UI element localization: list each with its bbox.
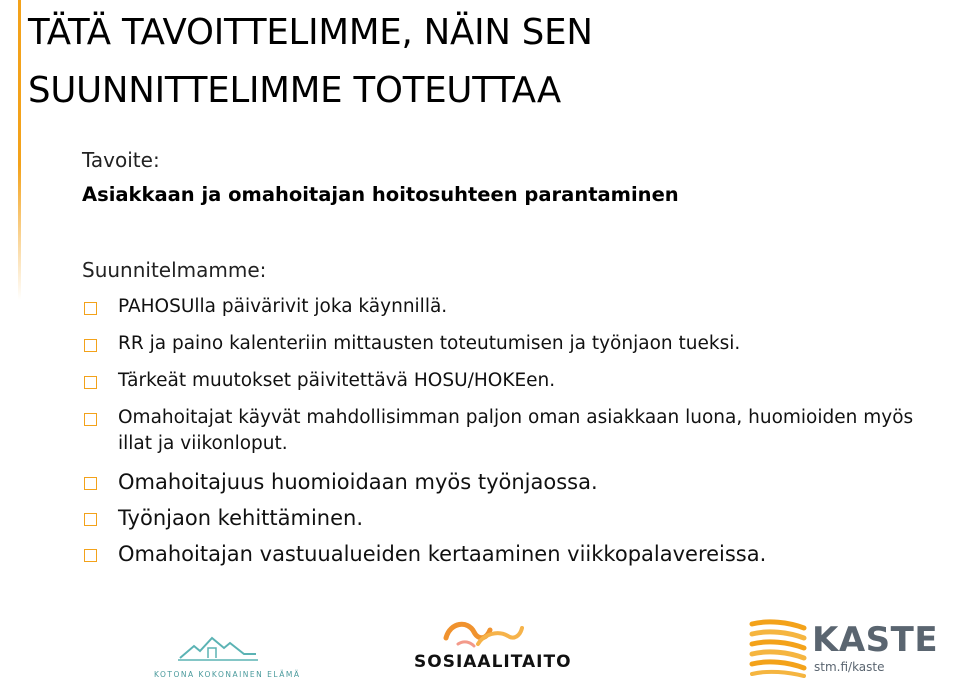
list-item <box>82 405 942 457</box>
kotona-logo <box>150 624 301 684</box>
bullet-text: PAHOSUlla päivärivit joka käynnillä. <box>118 296 448 317</box>
kaste-logo-url: stm.fi/kaste <box>814 660 885 674</box>
bullet-square-icon <box>84 339 97 352</box>
bullet-square-icon <box>84 302 97 315</box>
accent-bar <box>18 0 21 300</box>
list-item <box>82 368 942 394</box>
title-line-1: TÄTÄ TAVOITTELIMME, NÄIN SEN <box>28 12 593 53</box>
house-outline-icon <box>178 624 258 664</box>
plan-bullet-list <box>82 294 942 576</box>
title-line-2: SUUNNITTELIMME TOTEUTTAA <box>28 70 561 111</box>
plan-label: Suunnitelmamme: <box>82 258 267 282</box>
bullet-square-icon <box>84 376 97 389</box>
goal-text: Asiakkaan ja omahoitajan hoitosuhteen parantaminen <box>82 183 679 206</box>
list-item <box>82 331 942 357</box>
kotona-logo-text: KOTONA KOKONAINEN ELÄMÄ <box>154 670 301 679</box>
bullet-square-icon <box>84 477 97 490</box>
kaste-logo-name: KASTE <box>812 620 939 660</box>
list-item <box>82 504 942 533</box>
bullet-text: Omahoitajuus huomioidaan myös työnjaossa. <box>118 470 598 494</box>
swirl-logo-icon <box>438 614 528 650</box>
kaste-stripes-icon <box>748 618 808 678</box>
kaste-logo <box>748 618 948 684</box>
bullet-square-icon <box>84 413 97 426</box>
list-item <box>82 468 942 497</box>
sosiaalitaito-logo <box>410 614 572 680</box>
bullet-text: Omahoitajat käyvät mahdollisimman paljon oman asiakkaan luona, huomioiden myös illat ja viikonloput. <box>118 407 914 454</box>
bullet-square-icon <box>84 513 97 526</box>
list-item <box>82 540 942 569</box>
bullet-text: Omahoitajan vastuualueiden kertaaminen viikkopalavereissa. <box>118 542 767 566</box>
bullet-square-icon <box>84 549 97 562</box>
bullet-text: RR ja paino kalenteriin mittausten toteutumisen ja työnjaon tueksi. <box>118 333 741 354</box>
list-item <box>82 294 942 320</box>
bullet-text: Työnjaon kehittäminen. <box>118 506 363 530</box>
footer-logos <box>0 610 960 686</box>
page-title <box>28 4 928 120</box>
sosiaalitaito-logo-text: SOSIAALITAITO <box>414 652 572 672</box>
bullet-text: Tärkeät muutokset päivitettävä HOSU/HOKEen. <box>118 370 556 391</box>
goal-label: Tavoite: <box>82 148 160 172</box>
